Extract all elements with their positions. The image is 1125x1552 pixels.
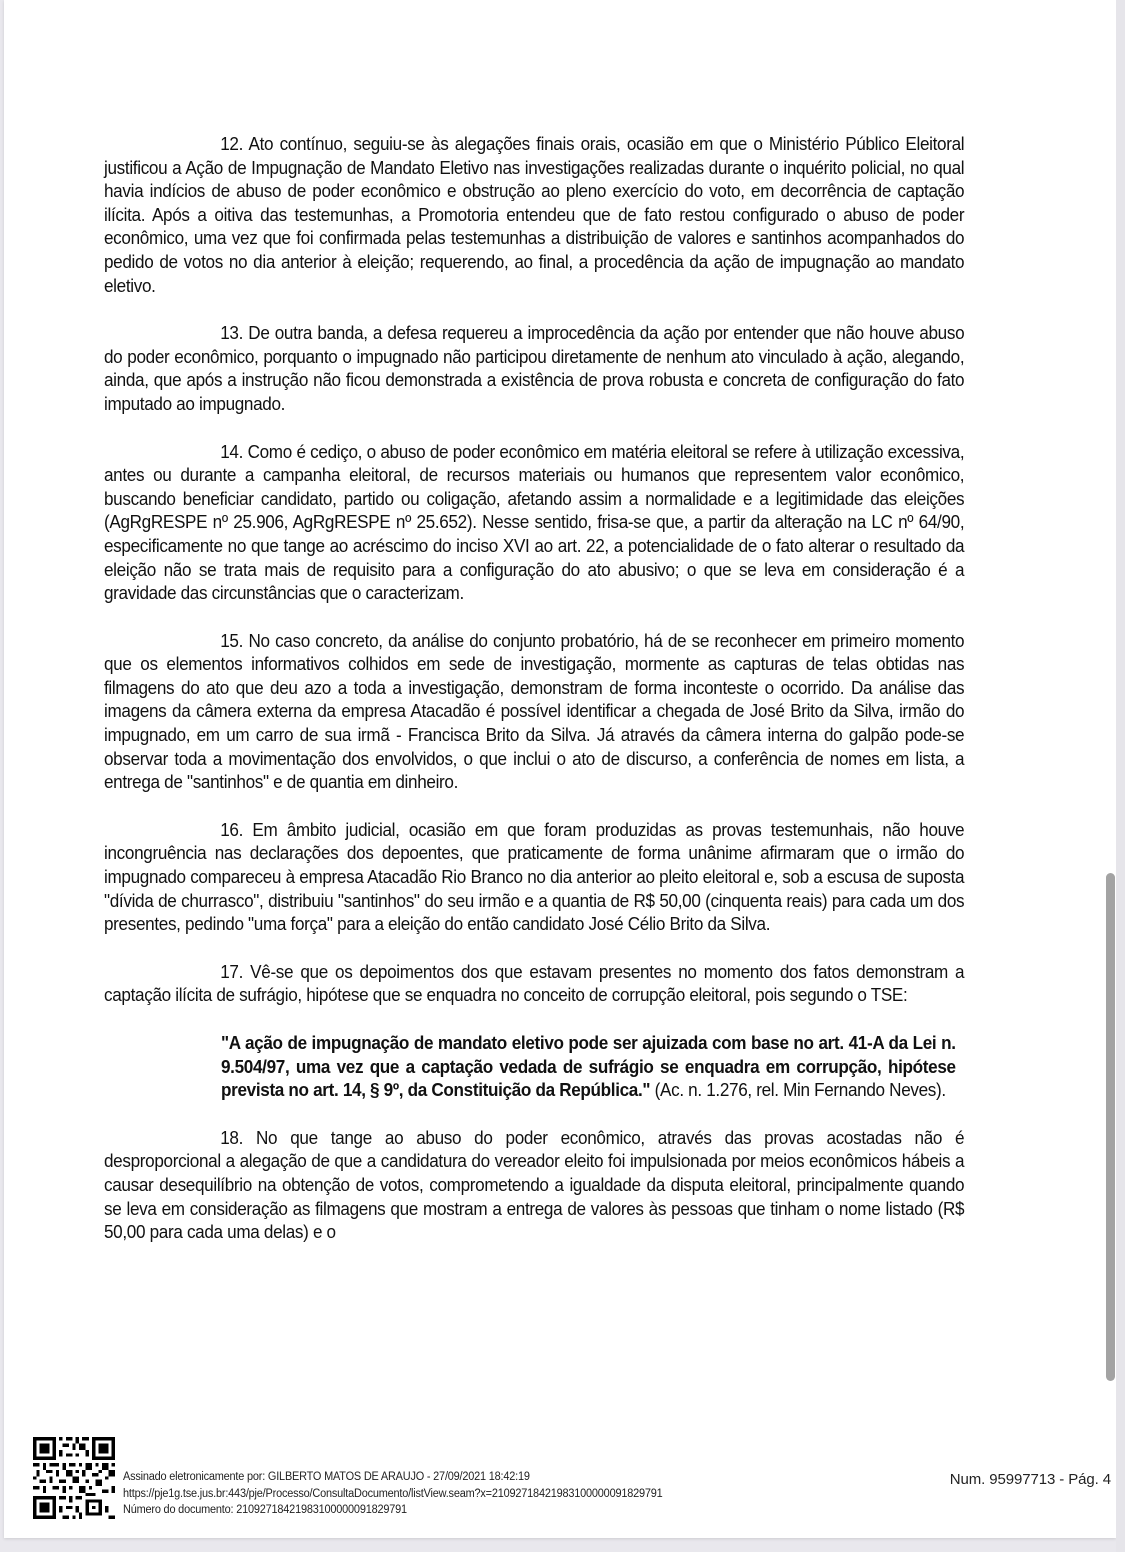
paragraph-number: 14. bbox=[220, 440, 244, 462]
paragraph-text: No caso concreto, da análise do conjunto probatório, há de se reconhecer em primeiro momento que os elementos informativos colhidos em sede de investigação, mormente as capturas de telas obtidas nas filmagens do ato que deu azo a toda a investigação, demonstram de forma inconteste o ocorrido. Da análise das imagens da câmera externa da empresa Atacadão é possível identificar a chegada de José Brito da Silva, irmão do impugnado, em um carro de sua irmã - Francisca Brito da Silva. Já através da câmera interna do galpão pode-se observar toda a movimentação dos envolvidos, o que inclui o ato de discurso, a conferência de nomes em lista, a entrega de "santinhos" e de quantia em dinheiro. bbox=[104, 629, 965, 793]
verification-url[interactable]: https://pje1g.tse.jus.br:443/pje/Processo/ConsultaDocumento/listView.seam?x=21092718421983100000091829791 bbox=[123, 1487, 663, 1500]
paragraph-text: De outra banda, a defesa requereu a improcedência da ação por entender que não houve abuso do poder econômico, porquanto o impugnado não participou diretamente de nenhum ato vinculado à ação, alegando, ainda, que após a instrução não ficou demonstrada a existência de prova robusta e concreta de configuração do fato imputado ao impugnado. bbox=[104, 322, 965, 414]
page-number: Num. 95997713 - Pág. 4 bbox=[949, 1471, 1111, 1488]
paragraph-18 bbox=[104, 1126, 964, 1244]
paragraph-text: No que tange ao abuso do poder econômico, através das provas acostadas não é desproporcional a alegação de que a candidatura do vereador eleito foi impulsionada por meios econômicos hábeis a causar desequilíbrio na obtenção de votos, comprometendo a igualdade da disputa eleitoral, principalmente quando se leva em consideração as filmagens que mostram a entrega de valores às pessoas que tinham o nome listado (R$ 50,00 para cada uma delas) e o bbox=[104, 1126, 965, 1243]
document-page bbox=[4, 0, 1116, 1538]
paragraph-13 bbox=[104, 321, 964, 415]
paragraph-17 bbox=[104, 960, 964, 1007]
qr-code-icon bbox=[31, 1437, 117, 1519]
paragraph-number: 12. bbox=[220, 133, 244, 154]
scrollbar-thumb[interactable] bbox=[1106, 873, 1115, 1381]
quote-text: "A ação de impugnação de mandato eletivo pode ser ajuizada com base no art. 41-A da Lei n. 9.504/97, uma vez que a captação vedada de sufrágio se enquadra em corrupção, hipótese prevista no art. 14, § 9º, da Constituição da República." bbox=[221, 1032, 956, 1101]
paragraph-number: 18. bbox=[220, 1126, 244, 1148]
paragraph-14 bbox=[104, 440, 964, 605]
signature-footer bbox=[31, 1437, 1111, 1522]
paragraph-15 bbox=[104, 629, 964, 794]
paragraph-number: 13. bbox=[220, 322, 244, 344]
document-number: Número do documento: 21092718421983100000091829791 bbox=[123, 1504, 407, 1516]
paragraph-number: 17. bbox=[220, 960, 244, 982]
paragraph-number: 16. bbox=[220, 818, 244, 840]
scrollbar-track[interactable] bbox=[1116, 0, 1125, 1552]
document-body bbox=[104, 132, 964, 1268]
signature-info bbox=[123, 1469, 663, 1519]
signed-by-text: Assinado eletronicamente por: GILBERTO MATOS DE ARAUJO - 27/09/2021 18:42:19 bbox=[123, 1471, 530, 1483]
paragraph-text: Como é cediço, o abuso de poder econômico em matéria eleitoral se refere à utilização excessiva, antes ou durante a campanha eleitoral, de recursos materiais ou humanos que representem valor econômico, buscando beneficiar candidato, partido ou coligação, afetando assim a normalidade e a legitimidade das eleições (AgRgRESPE nº 25.906, AgRgRESPE nº 25.652). Nesse sentido, frisa-se que, a partir da alteração na LC nº 64/90, especificamente no que tange ao acréscimo do inciso XVI ao art. 22, a potencialidade de o fato alterar o resultado da eleição não se trata mais de requisito para a configuração do ato abusivo; o que se leva em consideração é a gravidade das circunstâncias que o caracterizam. bbox=[104, 440, 965, 604]
paragraph-text: Em âmbito judicial, ocasião em que foram produzidas as provas testemunhais, não houve incongruência nas declarações dos depoentes, que praticamente de forma unânime afirmaram que o irmão do impugnado compareceu à empresa Atacadão Rio Branco no dia anterior ao pleito eleitoral e, sob a escusa de suposta "dívida de churrasco", distribuiu "santinhos" do seu irmão e a quantia de R$ 50,00 (cinquenta reais) para cada um dos presentes, pedindo "uma força" para a eleição do então candidato José Célio Brito da Silva. bbox=[104, 818, 965, 935]
paragraph-16 bbox=[104, 818, 964, 936]
paragraph-text: Vê-se que os depoimentos dos que estavam presentes no momento dos fatos demonstram a captação ilícita de sufrágio, hipótese que se enquadra no conceito de corrupção eleitoral, pois segundo o TSE: bbox=[104, 960, 965, 1006]
block-quote bbox=[221, 1031, 956, 1102]
paragraph-text: Ato contínuo, seguiu-se às alegações finais orais, ocasião em que o Ministério Público Eleitoral justificou a Ação de Impugnação de Mandato Eletivo nas investigações realizadas durante o inquérito policial, no qual havia indícios de abuso de poder econômico e obstrução ao pleno exercício do voto, em decorrência de captação ilícita. Após a oitiva das testemunhas, a Promotoria entendeu que de fato restou configurado o abuso de poder econômico, uma vez que foi confirmada pelas testemunhas a distribuição de valores e santinhos acompanhados do pedido de votos no dia anterior à eleição; requerendo, ao final, a procedência da ação de impugnação ao mandato eletivo. bbox=[104, 133, 965, 296]
quote-citation: (Ac. n. 1.276, rel. Min Fernando Neves). bbox=[650, 1079, 946, 1101]
paragraph-12 bbox=[104, 132, 964, 297]
paragraph-number: 15. bbox=[220, 629, 244, 651]
